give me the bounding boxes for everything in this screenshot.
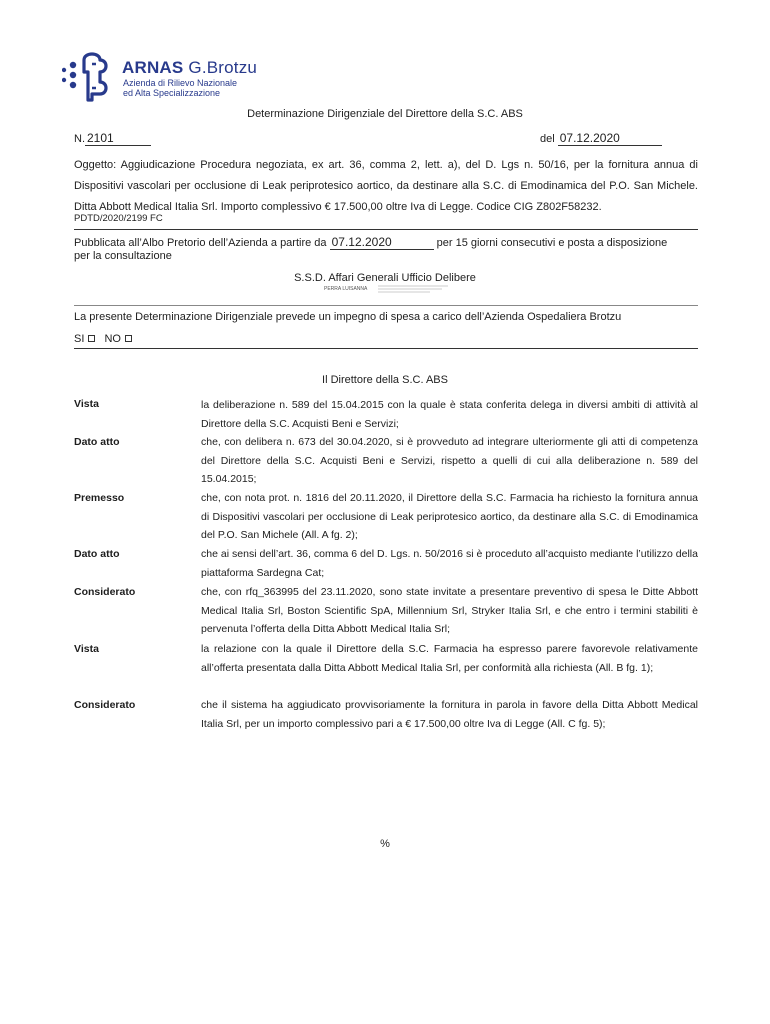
document-number	[74, 131, 151, 146]
date-value: 07.12.2020	[558, 131, 662, 146]
clause-label: Vista	[74, 643, 99, 655]
logo-subtitle-line2: ed Alta Specializzazione	[123, 87, 221, 98]
clause-text: che ai sensi dell’art. 36, comma 6 del D. Lgs. n. 50/2016 si è proceduto all’acquisto mediante l’utilizzo della piattaforma Sardegna Cat;	[201, 548, 698, 579]
protocol-code: PDTD/2020/2199 FC	[74, 213, 163, 224]
number-value: 2101	[85, 131, 151, 146]
digital-signature-stamp	[378, 284, 450, 294]
clause-label: Dato atto	[74, 436, 120, 448]
option-si-checkbox[interactable]	[88, 335, 95, 342]
publication-suffix: per 15 giorni consecutivi e posta a disposizione	[436, 237, 668, 249]
publication-line2: per la consultazione	[74, 250, 172, 262]
director-heading: Il Direttore della S.C. ABS	[322, 374, 448, 386]
divider	[74, 229, 698, 230]
clause-text: che il sistema ha aggiudicato provvisoriamente la fornitura in parola in favore della Ditta Abbott Medical Italia Srl, per un importo complessivo pari a € 17.500,00 oltre Iva di Legge (All. C fg. 5);	[201, 699, 698, 730]
divider	[74, 305, 698, 306]
document-title: Determinazione Dirigenziale del Direttore della S.C. ABS	[247, 108, 523, 120]
document-date	[540, 131, 662, 146]
option-si-label: SI	[74, 333, 85, 345]
clause-text: la relazione con la quale il Direttore della S.C. Farmacia ha espresso parere favorevole relativamente all’offerta presentata dalla Ditta Abbott Medical Italia Srl, per conformità alla richiesta (All. B fg. 1);	[201, 643, 698, 674]
publication-date: 07.12.2020	[330, 235, 434, 250]
option-no-checkbox[interactable]	[125, 335, 132, 342]
publication-prefix: Pubblicata all’Albo Pretorio dell’Azienda a partire da	[74, 237, 327, 249]
subject-paragraph: Oggetto: Aggiudicazione Procedura negoziata, ex art. 36, comma 2, lett. a), del D. Lgs n. 50/16, per la fornitura annua di Dispositivi vascolari per occlusione di Leak periprotesico aortico, da destinare alla S.C. di Emodinamica del P.O. San Michele. Ditta Abbott Medical Italia Srl. Importo complessivo € 17.500,00 oltre Iva di Legge. Codice CIG Z802F58232.	[74, 159, 698, 213]
clause-label: Dato atto	[74, 548, 120, 560]
clause-text: che, con nota prot. n. 1816 del 20.11.2020, il Direttore della S.C. Farmacia ha richiesto la fornitura annua di Dispositivi vascolari per occlusione di Leak periprotesico aortico, da destinare alla S.C. di Emodinamica del P.O. San Michele (All. A fg. 2);	[201, 492, 698, 541]
number-label: N.	[74, 133, 85, 145]
page-mark: %	[380, 838, 390, 850]
logo-name-bold: ARNAS	[122, 58, 184, 77]
date-label: del	[540, 133, 555, 145]
commitment-text: La presente Determinazione Dirigenziale prevede un impegno di spesa a carico dell’Azienda Ospedaliera Brotzu	[74, 311, 622, 323]
logo-subtitle	[123, 79, 237, 98]
signer-name: PERRA LUISANNA	[324, 286, 368, 292]
clause-text: che, con delibera n. 673 del 30.04.2020, si è provveduto ad integrare ulteriormente gli atti di competenza del Direttore della S.C. Acquisti Beni e Servizi, rispetto a quelli di cui alla deliberazione n. 589 del 15.04.2015;	[201, 436, 698, 485]
option-no-label: NO	[104, 333, 121, 345]
clause-label: Considerato	[74, 586, 136, 598]
clause-label: Considerato	[74, 699, 136, 711]
clause-text: la deliberazione n. 589 del 15.04.2015 con la quale è stata conferita delega in diversi ambiti di attività al Direttore della S.C. Acquisti Beni e Servizi;	[201, 399, 698, 430]
arnas-logo-icon	[62, 48, 120, 102]
clause-text: che, con rfq_363995 del 23.11.2020, sono state invitate a presentare preventivo di spesa le Ditte Abbott Medical Italia Srl, Boston Scientific SpA, Millennium Srl, Stryker Italia Srl, e che entro i termini stabiliti è pervenuta l’offerta della Ditta Abbott Medical Italia Srl;	[201, 586, 698, 635]
publication-line	[74, 235, 667, 250]
clause-label: Premesso	[74, 492, 125, 504]
office-name: S.S.D. Affari Generali Ufficio Delibere	[294, 272, 476, 284]
logo-title	[122, 58, 257, 78]
divider	[74, 348, 698, 349]
commitment-options	[74, 333, 138, 345]
clause-label: Vista	[74, 398, 99, 410]
logo-name-rest: G.Brotzu	[188, 58, 258, 77]
logo-subtitle-line1: Azienda di Rilievo Nazionale	[123, 78, 238, 88]
